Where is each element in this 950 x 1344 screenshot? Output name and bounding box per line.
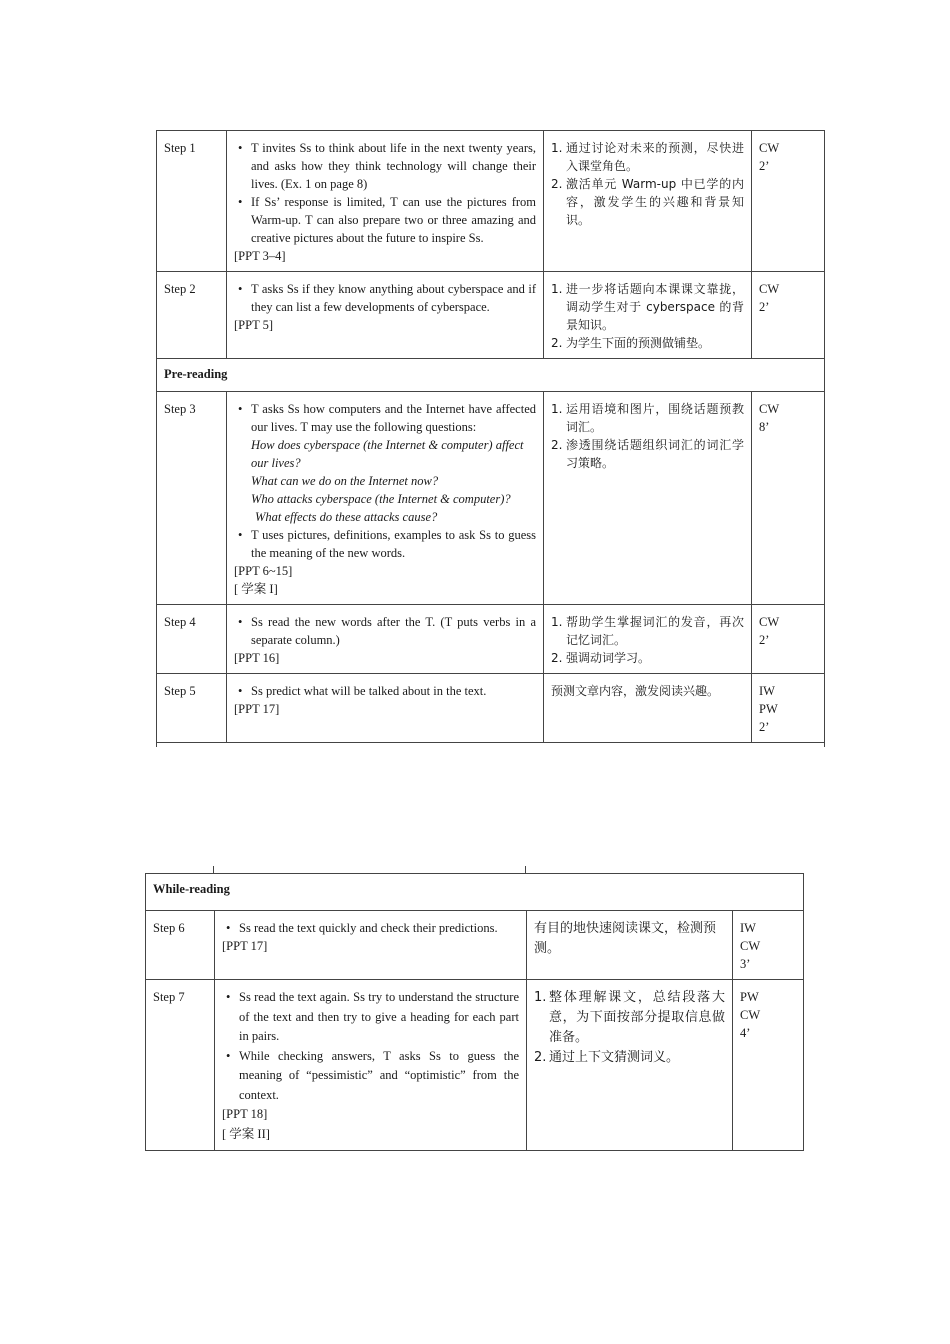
step-label: Step 2 xyxy=(157,272,227,359)
interaction-mode: CW xyxy=(759,615,780,629)
ppt-reference: [PPT 6~15] xyxy=(234,564,293,578)
time-allotted: 3’ xyxy=(740,957,751,971)
aim-text: 预测文章内容，激发阅读兴趣。 xyxy=(551,684,720,698)
activity-bullet: • T uses pictures, definitions, examples to ask Ss to guess the meaning of the new words. xyxy=(234,526,536,562)
aim-item: 1. 进一步将话题向本课课文靠拢，调动学生对于 cyberspace 的背景知识。 xyxy=(551,282,744,332)
table-row-step-2 xyxy=(157,272,825,359)
section-heading: Pre-reading xyxy=(157,359,825,392)
lesson-plan-table-2 xyxy=(145,873,804,1151)
aims-cell xyxy=(544,131,752,272)
activity-bullet: • Ss read the text quickly and check their predictions. xyxy=(222,919,519,937)
aim-item: 1. 运用语境和图片，围绕话题预教词汇。 xyxy=(551,402,744,434)
table-row-step-7 xyxy=(146,980,804,1151)
interaction-mode: CW xyxy=(759,402,780,416)
interaction-mode: PW xyxy=(740,990,759,1004)
aims-cell xyxy=(527,980,733,1151)
mode-time-cell xyxy=(752,605,825,674)
aim-item: 2. 通过上下文猜测词义。 xyxy=(534,1050,680,1065)
step-label: Step 5 xyxy=(157,674,227,743)
activity-cell xyxy=(215,911,527,980)
section-heading: While-reading xyxy=(146,874,804,911)
activity-bullet: • If Ss’ response is limited, T can use the pictures from Warm-up. T can also prepare two or three amazing and creative pictures about the future to inspire Ss. xyxy=(234,193,536,247)
time-allotted: 4’ xyxy=(740,1026,751,1040)
activity-cell xyxy=(227,605,544,674)
table-row-step-4 xyxy=(157,605,825,674)
guiding-question: What can we do on the Internet now? xyxy=(251,474,439,488)
lesson-plan-table-1 xyxy=(156,130,825,747)
time-allotted: 2’ xyxy=(759,720,770,734)
aim-item: 1. 帮助学生掌握词汇的发音，再次记忆词汇。 xyxy=(551,615,744,647)
activity-cell xyxy=(227,674,544,743)
activity-bullet: • Ss read the new words after the T. (T puts verbs in a separate column.) xyxy=(234,613,536,649)
aim-item: 1. 通过讨论对未来的预测，尽快进入课堂角色。 xyxy=(551,141,744,173)
interaction-mode: CW xyxy=(759,282,780,296)
table-row-step-3 xyxy=(157,392,825,605)
guiding-question: How does cyberspace (the Internet & computer) affect our lives? xyxy=(251,438,524,470)
ppt-reference: [PPT 18] xyxy=(222,1107,268,1121)
activity-bullet: • Ss predict what will be talked about in the text. xyxy=(234,682,536,700)
worksheet-reference: [ 学案 I] xyxy=(234,582,278,596)
aim-item: 2. 激活单元 Warm-up 中已学的内容，激发学生的兴趣和背景知识。 xyxy=(551,177,744,227)
aims-cell xyxy=(544,272,752,359)
aim-text: 有目的地快速阅读课文，检测预测。 xyxy=(534,921,717,956)
guiding-question: What effects do these attacks cause? xyxy=(255,510,438,524)
ppt-reference: [PPT 3–4] xyxy=(234,249,286,263)
column-divider-stub xyxy=(213,866,214,873)
ppt-reference: [PPT 17] xyxy=(234,702,280,716)
ppt-reference: [PPT 16] xyxy=(234,651,280,665)
mode-time-cell xyxy=(752,674,825,743)
aim-item: 2. 渗透围绕话题组织词汇的词汇学习策略。 xyxy=(551,438,744,470)
activity-bullet: • While checking answers, T asks Ss to guess the meaning of “pessimistic” and “optimistic” from the context. xyxy=(222,1047,519,1106)
guiding-question: Who attacks cyberspace (the Internet & computer)? xyxy=(251,492,511,506)
section-row-while-reading xyxy=(146,874,804,911)
aim-item: 2. 为学生下面的预测做铺垫。 xyxy=(551,336,711,350)
aims-cell xyxy=(544,392,752,605)
time-allotted: 8’ xyxy=(759,420,770,434)
interaction-mode: CW xyxy=(759,141,780,155)
aim-item: 2. 强调动词学习。 xyxy=(551,651,651,665)
interaction-mode: PW xyxy=(759,702,778,716)
step-label: Step 1 xyxy=(157,131,227,272)
time-allotted: 2’ xyxy=(759,159,770,173)
table-cut-cell xyxy=(157,743,825,748)
interaction-mode: IW xyxy=(759,684,775,698)
mode-time-cell xyxy=(733,911,804,980)
mode-time-cell xyxy=(733,980,804,1151)
aims-cell xyxy=(527,911,733,980)
time-allotted: 2’ xyxy=(759,633,770,647)
activity-cell xyxy=(227,272,544,359)
activity-bullet: • Ss read the text again. Ss try to understand the structure of the text and then try to give a heading for each part in pairs. xyxy=(222,988,519,1047)
activity-cell xyxy=(227,131,544,272)
table-row-step-5 xyxy=(157,674,825,743)
table-row-step-6 xyxy=(146,911,804,980)
activity-bullet: • T invites Ss to think about life in the next twenty years, and asks how they think technology will change their lives. (Ex. 1 on page 8) xyxy=(234,139,536,193)
time-allotted: 2’ xyxy=(759,300,770,314)
interaction-mode: IW xyxy=(740,921,756,935)
aims-cell xyxy=(544,605,752,674)
interaction-mode: CW xyxy=(740,1008,761,1022)
activity-cell xyxy=(215,980,527,1151)
step-label: Step 3 xyxy=(157,392,227,605)
ppt-reference: [PPT 5] xyxy=(234,318,274,332)
aim-item: 1. 整体理解课文，总结段落大意，为下面按部分提取信息做准备。 xyxy=(534,990,725,1045)
step-label: Step 4 xyxy=(157,605,227,674)
table-row-step-1 xyxy=(157,131,825,272)
column-divider-stub xyxy=(525,866,526,873)
activity-bullet: • T asks Ss if they know anything about cyberspace and if they can list a few developments of cyberspace. xyxy=(234,280,536,316)
step-label: Step 7 xyxy=(146,980,215,1151)
ppt-reference: [PPT 17] xyxy=(222,939,268,953)
mode-time-cell xyxy=(752,272,825,359)
activity-cell xyxy=(227,392,544,605)
table-cut-edge xyxy=(157,743,825,748)
mode-time-cell xyxy=(752,392,825,605)
mode-time-cell xyxy=(752,131,825,272)
worksheet-reference: [ 学案 II] xyxy=(222,1126,270,1141)
section-row-pre-reading xyxy=(157,359,825,392)
interaction-mode: CW xyxy=(740,939,761,953)
aims-cell xyxy=(544,674,752,743)
step-label: Step 6 xyxy=(146,911,215,980)
activity-bullet: • T asks Ss how computers and the Internet have affected our lives. T may use the following questions: xyxy=(234,400,536,436)
